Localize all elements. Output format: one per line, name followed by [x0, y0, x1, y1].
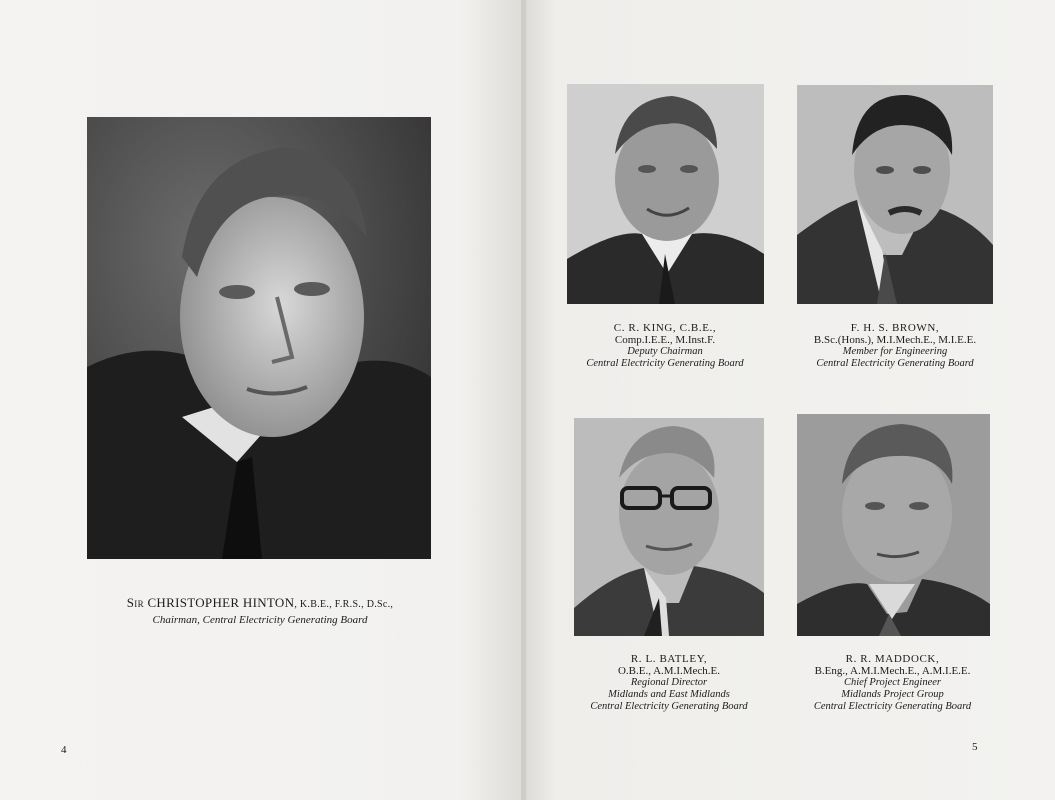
role-line-2: Central Electricity Generating Board [816, 358, 974, 369]
caption-king [560, 322, 770, 370]
role-line-2: Midlands and East Midlands [608, 689, 730, 700]
role-line-1: Chief Project Engineer [843, 677, 941, 688]
role-line-3: Central Electricity Generating Board [590, 701, 748, 712]
caption-brown [790, 322, 1000, 370]
role-line-1: Member for Engineering [842, 346, 948, 357]
name-text: CHRISTOPHER HINTON [147, 595, 295, 610]
qualifications-batley: O.B.E., A.M.I.Mech.E. [617, 665, 721, 677]
qualifications-maddock: B.Eng., A.M.I.Mech.E., A.M.I.E.E. [814, 665, 971, 677]
role-line-1: Deputy Chairman [627, 346, 703, 357]
name-batley: R. L. BATLEY, [630, 653, 708, 665]
caption-hinton [60, 597, 460, 626]
role-hinton: Chairman, Central Electricity Generating Board [152, 614, 368, 626]
page-number-left: 4 [61, 744, 67, 756]
qualifications-brown: B.Sc.(Hons.), M.I.Mech.E., M.I.E.E. [813, 334, 977, 346]
honours-text: , K.B.E., F.R.S., D.Sc., [294, 599, 394, 610]
page-number-right: 5 [972, 741, 978, 753]
caption-batley [563, 653, 775, 713]
name-king: C. R. KING, C.B.E., [613, 322, 717, 334]
role-line-2: Midlands Project Group [841, 689, 944, 700]
portrait-photo-hinton [87, 117, 431, 559]
role-line-3: Central Electricity Generating Board [813, 701, 972, 712]
caption-maddock [785, 653, 1000, 713]
portrait-photo-king [567, 84, 764, 304]
qualifications-king: Comp.I.E.E., M.Inst.F. [614, 334, 716, 346]
role-line-2: Central Electricity Generating Board [586, 358, 744, 369]
portrait-photo-maddock [797, 414, 990, 636]
name-hinton [60, 597, 460, 611]
portrait-photo-batley [574, 418, 764, 636]
role-line-1: Regional Director [630, 677, 708, 688]
name-prefix: Sir [126, 595, 144, 610]
book-gutter [521, 0, 526, 800]
portrait-photo-brown [797, 85, 993, 304]
name-brown: F. H. S. BROWN, [850, 322, 940, 334]
name-maddock: R. R. MADDOCK, [845, 653, 940, 665]
